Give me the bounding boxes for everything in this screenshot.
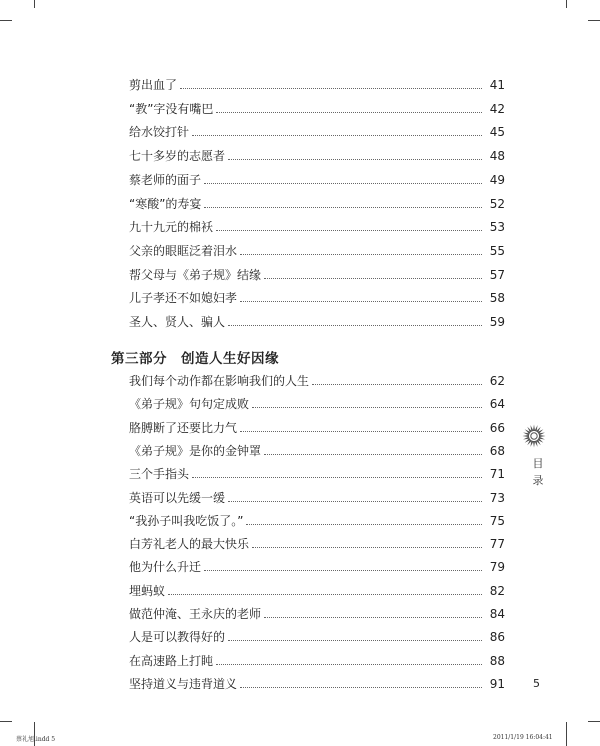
toc-entry-page: 79 (489, 560, 505, 575)
toc-entry[interactable] (129, 650, 505, 668)
dot-leader (204, 569, 482, 571)
toc-entry-page: 91 (489, 676, 505, 691)
toc-entry-page: 71 (489, 467, 505, 482)
dot-leader (228, 500, 482, 502)
toc-entry-title: 剪出血了 (129, 78, 178, 92)
toc-entry[interactable] (129, 440, 505, 458)
toc-entry-title: 他为什么升迁 (129, 560, 202, 575)
dot-leader (264, 616, 482, 618)
toc-entry-page: 45 (489, 125, 505, 140)
dot-leader (240, 253, 482, 255)
section-number: 第三部分 (111, 351, 167, 367)
toc-entry[interactable] (129, 603, 505, 621)
toc-entry-page: 41 (489, 78, 505, 92)
toc-entry[interactable] (129, 311, 505, 329)
toc-entry[interactable] (129, 556, 505, 574)
toc-entry-page: 53 (489, 220, 505, 235)
dot-leader (180, 87, 482, 89)
toc-entry-title: “我孙子叫我吃饭了。” (129, 513, 244, 528)
toc-entry-title: “寒酸”的寿宴 (129, 196, 202, 211)
side-label-char: 录 (532, 474, 544, 487)
toc-entry-page: 48 (489, 149, 505, 164)
toc-entry[interactable] (129, 264, 505, 282)
toc-entry-title: 给水饺打针 (129, 125, 190, 140)
toc-entry-title: 九十九元的棉袄 (129, 220, 214, 235)
toc-entry-page: 55 (489, 243, 505, 258)
dot-leader (192, 476, 482, 478)
print-slug-filename: 蔡礼旭.indd 5 (16, 736, 56, 743)
dot-leader (240, 300, 482, 302)
side-label-char: 目 (532, 457, 544, 470)
toc-entry-page: 52 (489, 196, 505, 211)
toc-entry-title: 父亲的眼眶泛着泪水 (129, 243, 238, 258)
toc-entry[interactable] (129, 169, 505, 187)
emblem-petal (533, 425, 535, 432)
toc-entry[interactable] (129, 533, 505, 551)
section-heading (111, 347, 279, 367)
toc-entry[interactable] (129, 487, 505, 505)
toc-entry-page: 84 (489, 607, 505, 621)
dot-leader (246, 523, 482, 525)
dot-leader (252, 546, 482, 548)
toc-entry-title: 儿子孝还不如媳妇孝 (129, 291, 238, 306)
toc-entry[interactable] (129, 673, 505, 691)
toc-entry[interactable] (129, 393, 505, 411)
toc-entry-title: 英语可以先缓一缓 (129, 490, 226, 505)
toc-entry-page: 68 (489, 443, 505, 458)
toc-entry-page: 42 (489, 101, 505, 116)
toc-entry-title: 圣人、贤人、骗人 (129, 315, 226, 329)
toc-entry-page: 88 (489, 653, 505, 668)
toc-entry[interactable] (129, 216, 505, 234)
dot-leader (264, 453, 482, 455)
toc-entry-page: 58 (489, 291, 505, 306)
toc-entry-title: 做范仲淹、王永庆的老师 (129, 607, 262, 621)
emblem-petal (533, 441, 535, 448)
toc-entry[interactable] (129, 417, 505, 435)
toc-entry[interactable] (129, 626, 505, 644)
toc-entry[interactable] (129, 370, 505, 388)
toc-entry-title: 蔡老师的面子 (129, 172, 202, 187)
dot-leader (216, 229, 482, 231)
toc-entry[interactable] (129, 121, 505, 139)
page-number: 5 (533, 677, 540, 690)
toc-entry-page: 77 (489, 537, 505, 552)
toc-entry-title: 坚持道义与违背道义 (129, 676, 238, 691)
emblem-petal (539, 435, 546, 437)
toc-entry-page: 66 (489, 420, 505, 435)
dot-leader (192, 134, 482, 136)
toc-entry-title: 白芳礼老人的最大快乐 (129, 537, 250, 552)
print-slug-timestamp: 2011/1/19 16:04:41 (493, 734, 553, 741)
crop-mark (566, 722, 567, 746)
toc-entry-page: 59 (489, 315, 505, 329)
toc-entry-title: “教”字没有嘴巴 (129, 101, 214, 116)
sunburst-flower-icon (522, 424, 546, 448)
dot-leader (312, 383, 482, 385)
toc-entry-title: 七十多岁的志愿者 (129, 149, 226, 164)
toc-entry-page: 49 (489, 172, 505, 187)
toc-entry[interactable] (129, 287, 505, 305)
dot-leader (216, 111, 482, 113)
toc-entry-title: 《弟子规》是你的金钟罩 (129, 443, 262, 458)
crop-mark (588, 721, 600, 722)
dot-leader (252, 406, 482, 408)
dot-leader (228, 324, 482, 326)
toc-entry[interactable] (129, 240, 505, 258)
toc-entry-page: 73 (489, 490, 505, 505)
toc-entry[interactable] (129, 74, 505, 92)
crop-mark (0, 721, 12, 722)
dot-leader (240, 430, 482, 432)
toc-entry-title: 在高速路上打盹 (129, 653, 214, 668)
toc-entry[interactable] (129, 193, 505, 211)
toc-entry-page: 57 (489, 267, 505, 282)
toc-entry-title: 我们每个动作都在影响我们的人生 (129, 374, 310, 388)
toc-entry-page: 75 (489, 513, 505, 528)
toc-entry[interactable] (129, 510, 505, 528)
dot-leader (264, 277, 482, 279)
crop-mark (34, 0, 35, 8)
crop-mark (588, 20, 600, 21)
section-title: 创造人生好因缘 (181, 351, 279, 367)
dot-leader (216, 663, 482, 665)
dot-leader (204, 206, 482, 208)
toc-entry-page: 86 (489, 630, 505, 645)
dot-leader (240, 686, 482, 688)
toc-entry-page: 64 (489, 397, 505, 412)
dot-leader (204, 182, 482, 184)
toc-entry[interactable] (129, 145, 505, 163)
toc-entry-page: 62 (489, 374, 505, 388)
dot-leader (228, 639, 482, 641)
toc-entry-page: 82 (489, 583, 505, 598)
toc-entry-title: 埋蚂蚁 (129, 583, 166, 598)
toc-entry[interactable] (129, 98, 505, 116)
toc-entry[interactable] (129, 463, 505, 481)
toc-entry-title: 三个手指头 (129, 467, 190, 482)
toc-entry-title: 人是可以教得好的 (129, 630, 226, 645)
toc-entry-title: 胳膊断了还要比力气 (129, 420, 238, 435)
toc-entry-title: 帮父母与《弟子规》结缘 (129, 267, 262, 282)
toc-entry[interactable] (129, 580, 505, 598)
crop-mark (566, 0, 567, 8)
contents-side-label (531, 455, 545, 489)
dot-leader (168, 593, 482, 595)
emblem-petal (523, 435, 530, 437)
crop-mark (0, 20, 12, 21)
toc-entry-title: 《弟子规》句句定成败 (129, 397, 250, 412)
dot-leader (228, 158, 482, 160)
